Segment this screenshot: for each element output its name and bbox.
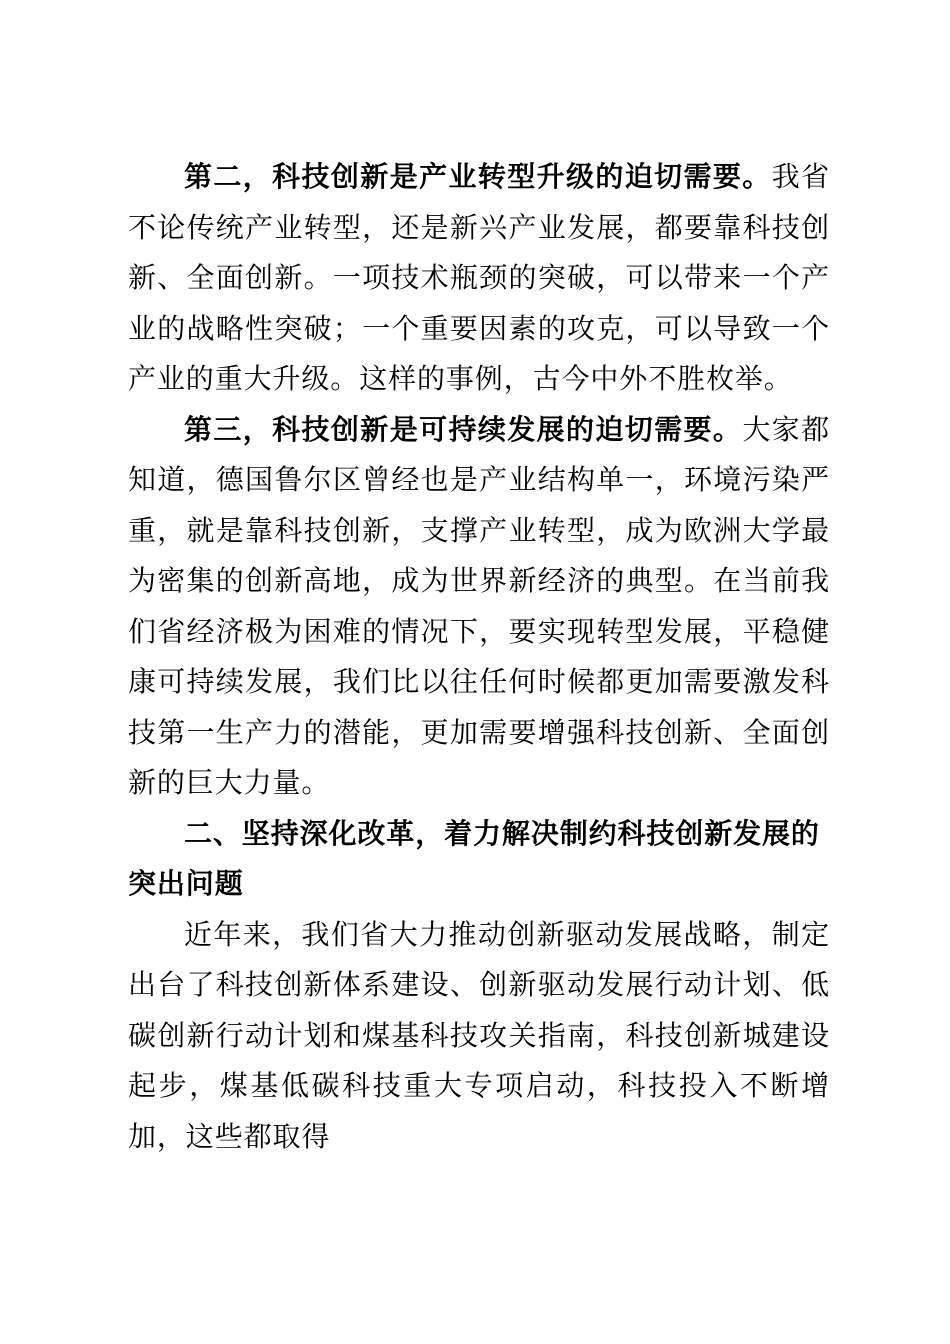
section-heading: 二、坚持深化改革，着力解决制约科技创新发展的突出问题 <box>128 816 820 900</box>
document-body <box>128 152 830 1162</box>
paragraph-recent-years: 近年来，我们省大力推动创新驱动发展战略，制定出台了科技创新体系建设、创新驱动发展行动计划、低碳创新行动计划和煤基科技攻关指南，科技创新城建设起步，煤基低碳科技重大专项启动，科技投入不断增加，这些都取得 <box>128 917 830 1153</box>
paragraph-text: 我省不论传统产业转型，还是新兴产业发展，都要靠科技创新、全面创新。一项技术瓶颈的突破，可以带来一个产业的战略性突破；一个重要因素的攻克，可以导致一个产业的重大升级。这样的事例，古今中外不胜枚举。 <box>128 160 830 395</box>
paragraph-lead-bold: 第二，科技创新是产业转型升级的迫切需要。 <box>184 160 772 193</box>
paragraph-text: 大家都知道，德国鲁尔区曾经也是产业结构单一，环境污染严重，就是靠科技创新，支撑产业转型，成为欧洲大学最为密集的创新高地，成为世界新经济的典型。在当前我们省经济极为困难的情况下，要实现转型发展，平稳健康可持续发展，我们比以往任何时候都更加需要激发科技第一生产力的潜能，更加需要增强科技创新、全面创新的巨大力量。 <box>128 412 830 799</box>
paragraph-sustainable-development <box>128 405 830 809</box>
paragraph-lead-bold: 第三，科技创新是可持续发展的迫切需要。 <box>184 412 743 446</box>
paragraph-industry-upgrade <box>128 152 830 405</box>
